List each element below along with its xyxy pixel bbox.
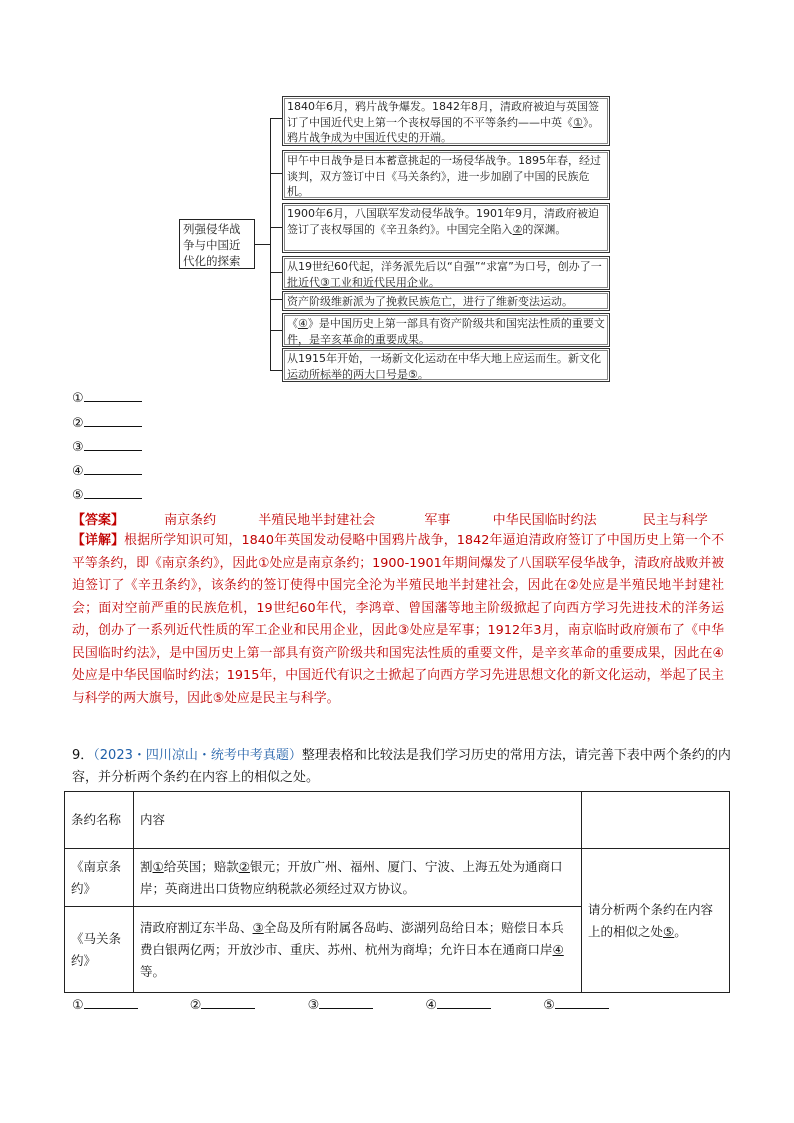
blank-4: ④ [552,941,564,957]
similarity-cell: 请分析两个条约在内容上的相似之处⑤。 [582,849,730,993]
blank-1: ① [152,858,164,874]
blank-5: ⑤ [663,923,675,939]
q9-blank-3[interactable]: ③ [308,997,374,1013]
question-source: （2023・四川凉山・统考中考真题） [93,748,302,763]
answer-item: 南京条约 [164,513,217,528]
mindmap-node-new-culture: 从1915年开始，一场新文化运动在中华大地上应运而生。新文化运动所标举的两大口号是⑤。 [282,348,610,382]
connector [270,330,282,331]
connector [270,272,282,273]
connector [255,244,270,245]
treaty-name: 《马关条约》 [65,907,134,993]
q9-blank-5[interactable]: ⑤ [543,997,609,1013]
detail-paragraph [72,530,724,710]
detail-text: 根据所学知识可知，1840年英国发动侵略中国鸦片战争，1842年逼迫清政府签订了中国历史上第一个不平等条约，即《南京条约》，因此①处应是南京条约；1900-1901年期间爆发了八国联军侵华战争，清政府战败并被迫签订了《辛丑条约》，该条约的签订使得中国完全沦为半殖民地半封建社会，因此在②处应是半殖民地半封建社会；面对空前严重的民族危机，19世纪60年代，李鸿章、曾国藩等地主阶级掀起了向西方学习先进技术的洋务运动，创办了一系列近代性质的军工企业和民用企业，因此③处应是军事；1912年3月，南京临时政府颁布了《中华民国临时约法》，是中国历史上第一部具有资产阶级共和国宪法性质的重要文件，是辛亥革命的重要成果，因此在④处应是中华民国临时约法；1915年，中国近代有识之士掀起了向西方学习先进思想文化的新文化运动，举起了民主与科学的两大旗号，因此⑤处应是民主与科学。 [72,533,725,706]
q9-blank-2[interactable]: ② [190,997,256,1013]
q9-blank-1[interactable]: ① [72,997,138,1013]
mindmap-root: 列强侵华战争与中国近代化的探索 [179,219,255,269]
answer-row [72,509,708,528]
table-header-name: 条约名称 [65,792,134,849]
table-header-content: 内容 [134,792,582,849]
blank-4: ④ [298,317,308,330]
mindmap-node-constitution: 《④》是中国历史上第一部具有资产阶级共和国宪法性质的重要文件，是辛亥革命的重要成果。 [282,313,610,347]
blank-5: ⑤ [408,367,418,381]
answer-blank-4[interactable]: ④ [72,462,142,479]
answer-item: 半殖民地半封建社会 [258,513,376,528]
detail-label: 【详解】 [72,533,125,548]
answer-blank-3[interactable]: ③ [72,438,142,455]
blank-3: ③ [320,275,330,289]
question-stem: 整理表格和比较法是我们学习历史的常用方法，请完善下表中两个条约的内容，并分析两个条约在内容上的相似之处。 [72,748,731,785]
connector [270,118,282,119]
table-row [65,849,730,907]
answer-item: 中华民国临时约法 [492,513,597,528]
connector [270,173,282,174]
treaty-table [64,791,730,993]
q9-blank-4[interactable]: ④ [425,997,491,1013]
mindmap-node-opium-war: 1840年6月，鸦片战争爆发。1842年8月，清政府被迫与英国签订了中国近代史上第一个丧权辱国的不平等条约——中英《①》。鸦片战争成为中国近代史的开端。 [282,96,610,146]
mindmap-node-reform: 资产阶级维新派为了挽救民族危亡，进行了维新变法运动。 [282,291,610,311]
blank-2: ② [238,858,250,874]
blank-2: ② [512,222,523,236]
answer-blank-5[interactable]: ⑤ [72,486,142,503]
treaty-name: 《南京条约》 [65,849,134,907]
mindmap-node-eight-nation: 1900年6月，八国联军发动侵华战争。1901年9月，清政府被迫签订了丧权辱国的《辛丑条约》。中国完全陷入②的深渊。 [282,203,610,253]
question-number: 9． [72,748,94,763]
question-9 [72,745,732,789]
table-header-empty [582,792,730,849]
answer-label: 【答案】 [72,513,125,528]
connector [270,299,282,300]
answer-item: 军事 [424,513,451,528]
mindmap-node-sino-japanese-war: 甲午中日战争是日本蓄意挑起的一场侵华战争。1895年春，经过谈判，双方签订中日《马关条约》，进一步加剧了中国的民族危机。 [282,150,610,200]
connector [270,227,282,228]
blank-3: ③ [252,919,264,935]
brace-line [270,118,271,370]
answer-blank-2[interactable]: ② [72,414,142,431]
blank-1: ① [573,115,583,129]
treaty-content: 割①给英国；赔款②银元；开放广州、福州、厦门、宁波、上海五处为通商口岸；英商进出口货物应纳税款必须经过双方协议。 [134,849,582,907]
answer-item: 民主与科学 [642,513,708,528]
connector [270,370,282,371]
mindmap-node-westernization: 从19世纪60代起，洋务派先后以“自强”“求富”为口号，创办了一批近代③工业和近代民用企业。 [282,256,610,290]
treaty-content: 清政府割辽东半岛、③全岛及所有附属各岛屿、澎湖列岛给日本；赔偿日本兵费白银两亿两；开放沙市、重庆、苏州、杭州为商埠；允许日本在通商口岸④等。 [134,907,582,993]
answer-blank-1[interactable]: ① [72,389,142,406]
q9-answer-blanks [72,997,657,1013]
